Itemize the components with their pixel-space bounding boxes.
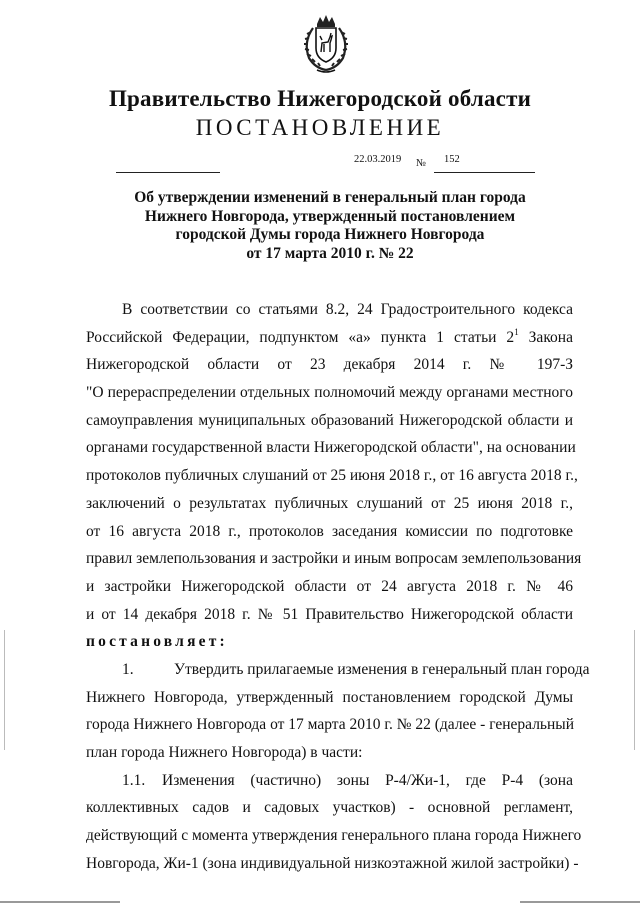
body-line: протоколов публичных слушаний от 25 июня 2018 г., от 16 августа 2018 г.,: [86, 467, 578, 485]
body-line: и застройки Нижегородской области от 24 августа 2018 г. № 46: [86, 577, 573, 595]
organization-title: Правительство Нижегородской области: [108, 86, 532, 111]
body-line: коллективных садов и садовых участков) - основной регламент,: [86, 799, 573, 817]
coat-of-arms-emblem: [295, 12, 357, 76]
item-1-line: [86, 656, 590, 684]
subject-line: от 17 марта 2010 г. № 22: [246, 244, 414, 262]
body-line: Новгорода, Жи-1 (зона индивидуальной низкоэтажной жилой застройки) -: [86, 854, 579, 872]
number-label: №: [416, 158, 427, 169]
body-line: [86, 324, 573, 352]
item-number: 1.: [122, 660, 134, 678]
superscript: 1: [514, 326, 519, 337]
resolves-word: постановляет:: [86, 633, 228, 651]
left-signature-line: [116, 172, 220, 173]
number-line: [434, 172, 535, 173]
body-line: план города Нижнего Новгорода) в части:: [86, 744, 363, 761]
body-line: и от 14 декабря 2018 г. № 51 Правительство Нижегородской области: [86, 605, 573, 623]
subject-line: Об утверждении изменений в генеральный план города: [134, 189, 526, 206]
subject-line: Нижнего Новгорода, утвержденный постановлением: [144, 207, 516, 225]
body-line: действующий с момента утверждения генерального плана города Нижнего: [86, 827, 582, 845]
subject-line: городской Думы города Нижнего Новгорода: [175, 226, 485, 243]
body-line: Нижегородской области от 23 декабря 2014 г. № 197-З: [86, 356, 573, 374]
scan-edge-mark: [4, 630, 5, 750]
document-subject: [100, 189, 560, 263]
body-text: Российской Федерации, подпунктом «а» пункта 1 статьи 2: [86, 328, 515, 346]
body-line: самоуправления муниципальных образований Нижегородской области и: [86, 411, 573, 429]
body-line: заключений о результатах публичных слушаний от 25 июня 2018 г.,: [86, 494, 573, 512]
body-text: Утвердить прилагаемые изменения в генеральный план города: [174, 660, 590, 678]
document-date: 22.03.2019: [354, 154, 402, 165]
body-line: органами государственной власти Нижегородской области", на основании: [86, 439, 576, 457]
item-number: 1.1.: [122, 771, 146, 789]
scan-edge-mark: [634, 630, 635, 750]
document-type-title: ПОСТАНОВЛЕНИЕ: [195, 115, 445, 140]
body-text: Изменения (частично) зоны Р-4/Жи-1, где Р-4 (зона: [162, 771, 573, 789]
body-text: Закона: [528, 328, 573, 346]
body-line: "О перераспределении отдельных полномочий между органами местного: [86, 384, 573, 402]
body-line: В соответствии со статьями 8.2, 24 Градостроительного кодекса: [122, 301, 573, 318]
body-line: правил землепользования и застройки и иным вопросам землепользования: [86, 550, 582, 568]
document-number: 152: [444, 154, 460, 165]
body-line: Нижнего Новгорода, утвержденный постановлением городской Думы: [86, 688, 573, 706]
body-line: города Нижнего Новгорода от 17 марта 2010 г. № 22 (далее - генеральный: [86, 716, 575, 734]
document-body: [86, 296, 590, 877]
body-line: от 16 августа 2018 г., протоколов заседания комиссии по подготовке: [86, 522, 573, 540]
item-1-1-line: [86, 767, 573, 795]
scan-footer-strip: [0, 898, 640, 905]
